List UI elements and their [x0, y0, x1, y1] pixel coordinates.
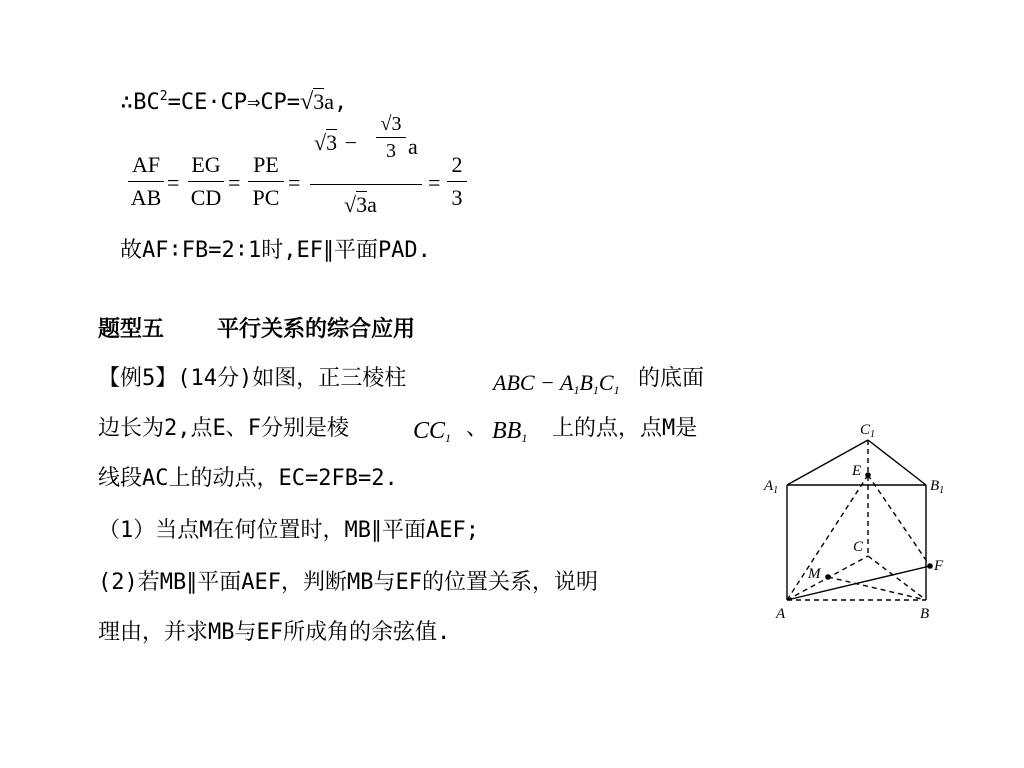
big-fraction-bar — [310, 184, 422, 185]
question-1: （1）当点M在何位置时，MB∥平面AEF; — [98, 518, 479, 543]
separator: 、 — [466, 416, 489, 441]
sqrt-sign: √ — [314, 130, 327, 155]
implies-arrow: ⇒ — [247, 90, 261, 115]
question-2-line-1: (2)若MB∥平面AEF，判断MB与EF的位置关系，说明 — [98, 570, 598, 595]
label-m: M — [808, 566, 821, 582]
exponent: 2 — [159, 89, 168, 104]
example-line-1-end: 的底面 — [638, 366, 705, 391]
fraction-af-ab: AF AB — [128, 152, 164, 211]
comma: , — [334, 90, 348, 115]
point-f — [927, 563, 933, 569]
sqrt-radicand: 3 — [313, 89, 325, 114]
example-line-3: 线段AC上的动点，EC=2FB=2. — [98, 466, 398, 491]
segment-e-f — [868, 475, 930, 566]
label-a: A — [776, 606, 786, 622]
equals-4: = — [428, 170, 441, 195]
point-e — [865, 472, 871, 478]
big-fraction — [310, 112, 422, 222]
example-line-1: 【例5】(14分)如图，正三棱柱 — [98, 366, 407, 391]
section-title: 题型五 平行关系的综合应用 — [98, 317, 415, 342]
conclusion-text: 故AF∶FB=2∶1时,EF∥平面PAD. — [120, 238, 431, 263]
edge-bb1: $BB_1$ — [492, 418, 528, 445]
segment-a-e — [787, 475, 868, 600]
inner-fraction: √3 3 — [376, 112, 406, 163]
prism-name: ABC − $A_1B_1C_1$ — [493, 370, 620, 397]
therefore-bc: ∴BC — [120, 90, 160, 115]
equals-3: = — [288, 170, 301, 195]
edge-cc1: $CC_1$ — [413, 418, 452, 445]
label-b1: $B_1$ — [930, 478, 945, 496]
prism-diagram — [760, 418, 960, 628]
label-e: E — [852, 463, 862, 479]
fraction-eg-cd: EG CD — [188, 152, 224, 211]
edge-c1-b1 — [868, 440, 926, 485]
label-b: B — [920, 606, 930, 622]
fraction-result: 2 3 — [447, 152, 467, 211]
fraction-pe-pc: PE PC — [248, 152, 284, 211]
numerator-a: a — [408, 134, 418, 159]
example-line-2b: 上的点，点M是 — [552, 416, 698, 441]
label-c: C — [853, 539, 864, 555]
equals-1: = — [167, 170, 180, 195]
label-a1: $A_1$ — [764, 478, 779, 496]
point-m — [825, 574, 831, 580]
big-fraction-numerator: √3 − — [314, 130, 357, 155]
big-fraction-denominator: √3a — [344, 192, 377, 217]
example-line-2a: 边长为2,点E、F分别是棱 — [98, 416, 349, 441]
minus-sign: − — [344, 130, 357, 155]
variable-a: a — [324, 89, 334, 114]
cp-equals: CP= — [260, 90, 301, 115]
ce-cp-product: =CE·CP — [167, 90, 248, 115]
sqrt-sign: √ — [300, 89, 314, 115]
question-2-line-2: 理由，并求MB与EF所成角的余弦值. — [98, 620, 451, 645]
equals-2: = — [228, 170, 241, 195]
label-c1: $C_1$ — [860, 422, 876, 440]
label-f: F — [934, 558, 944, 574]
